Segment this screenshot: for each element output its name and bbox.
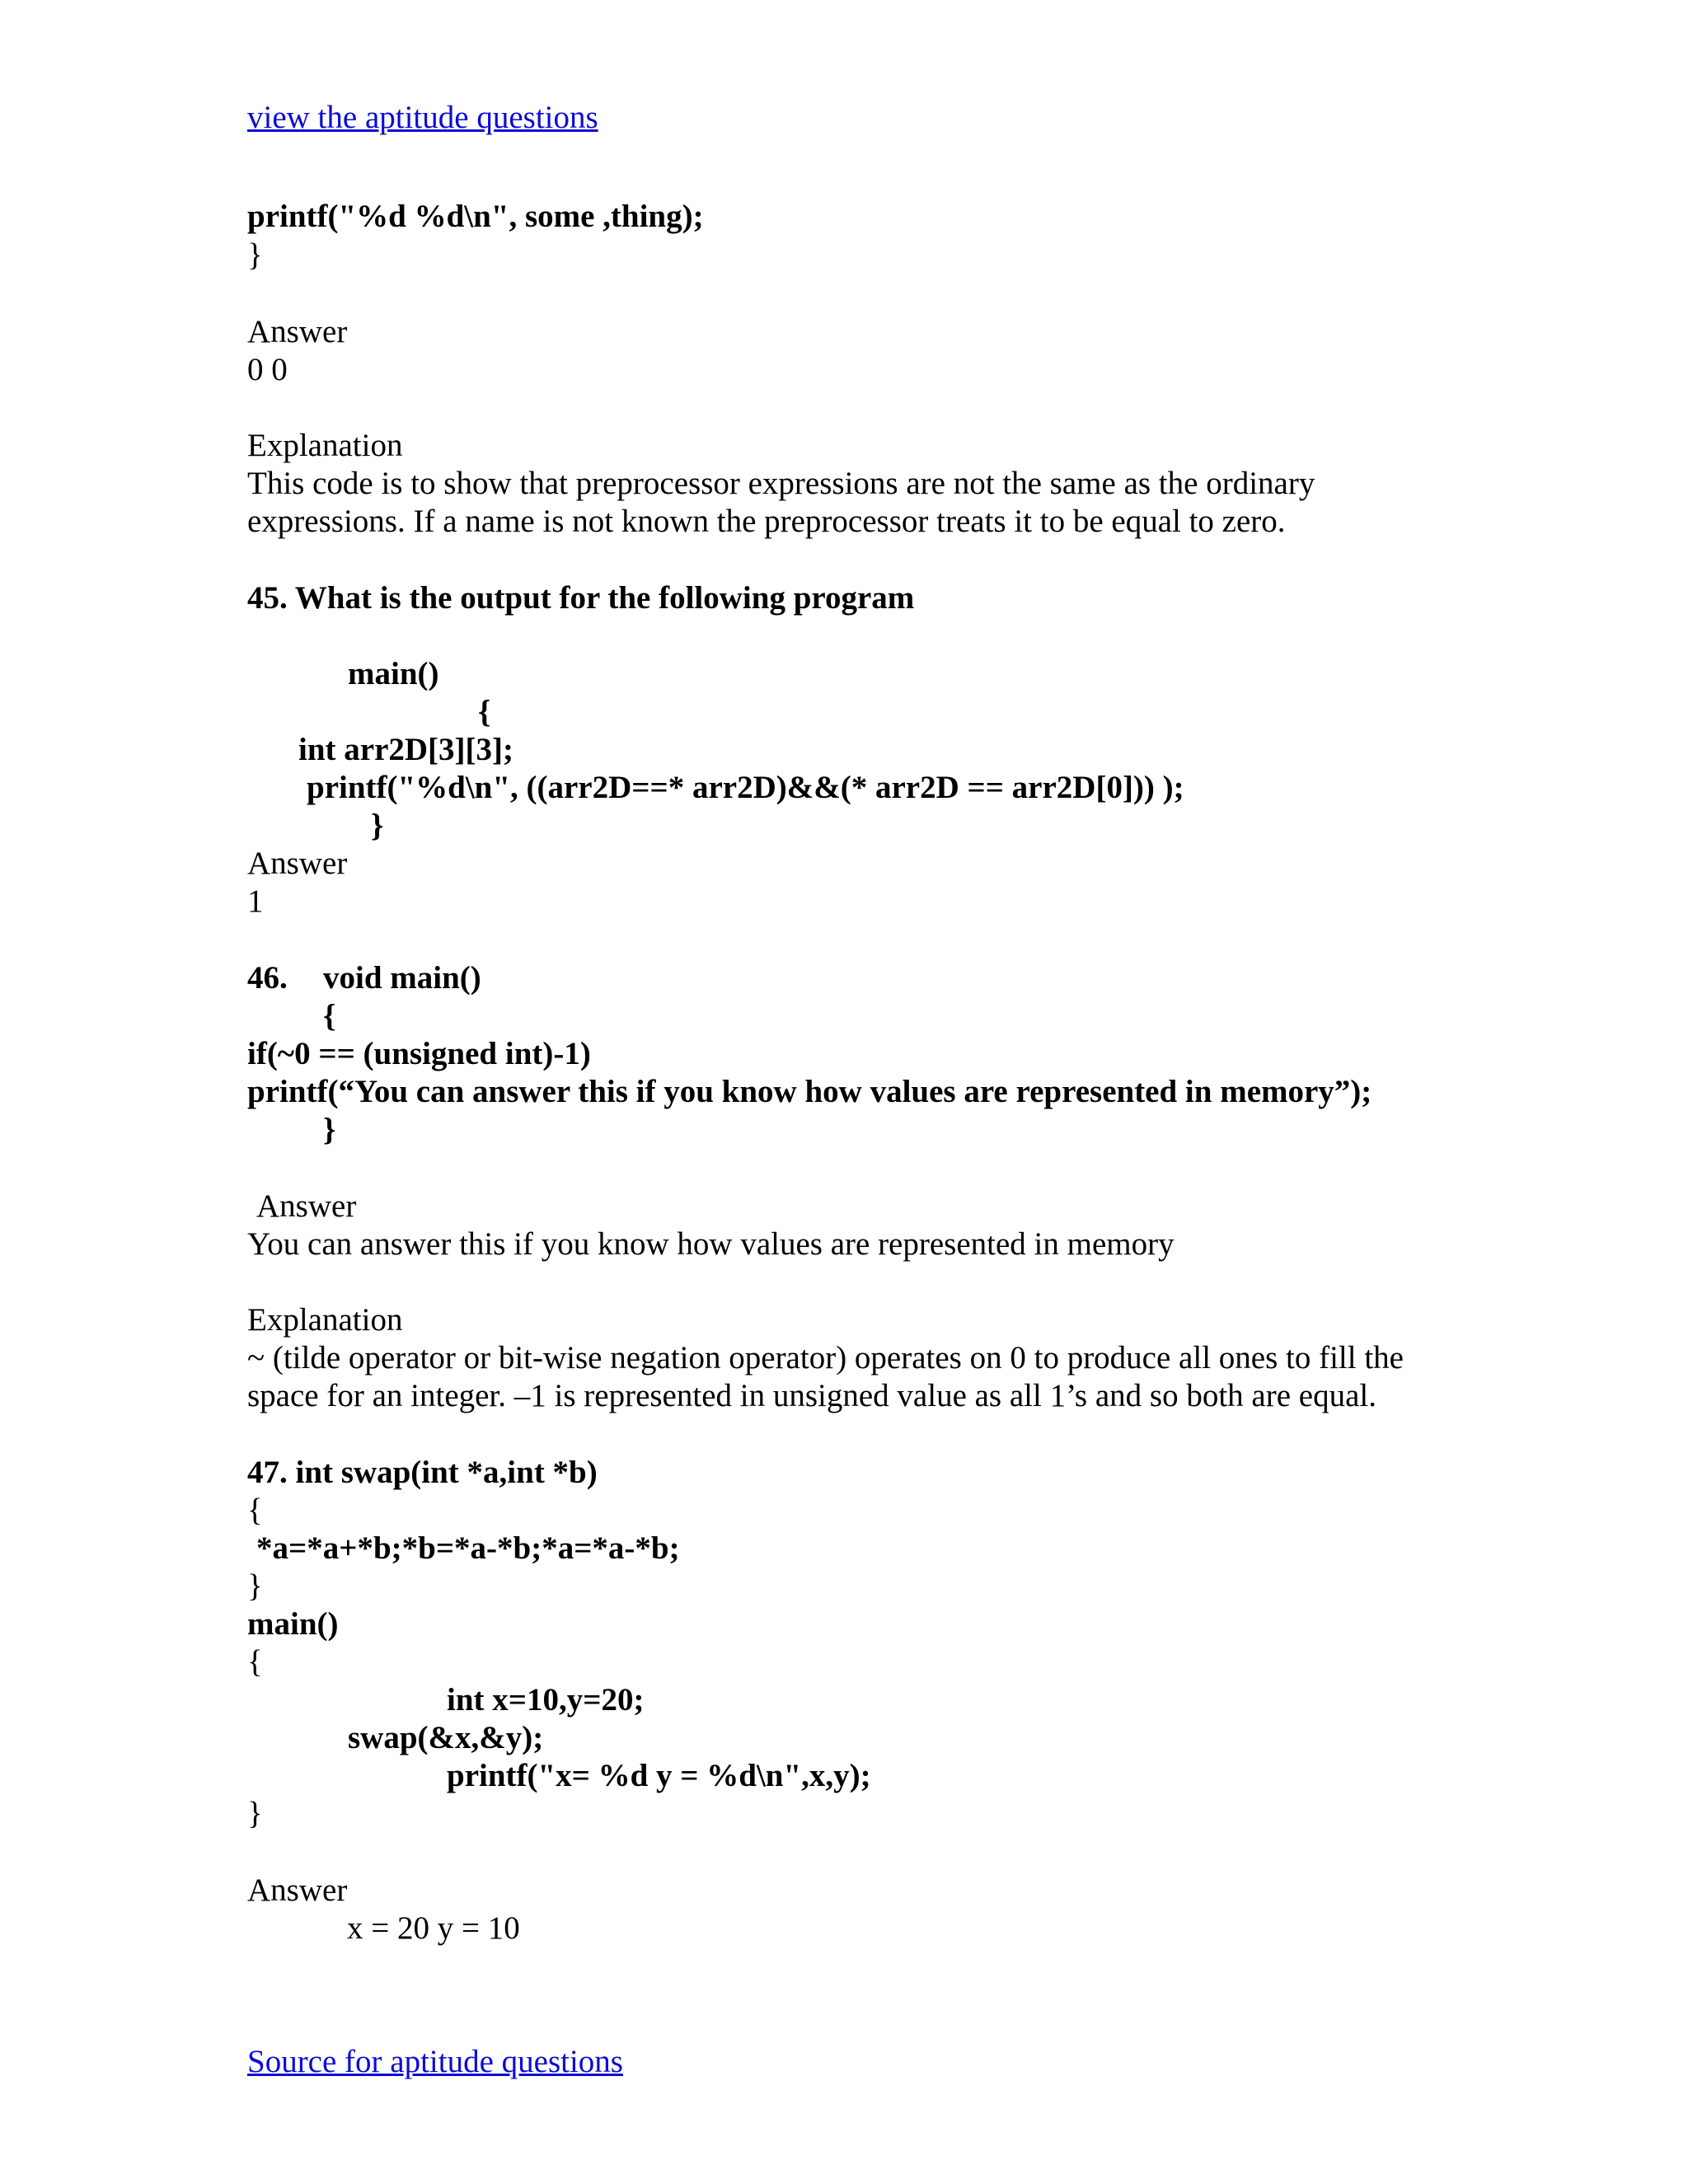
q44-code-line-2: }: [247, 237, 263, 273]
q44-explanation-line-1: This code is to show that preprocessor expressions are not the same as the ordinary: [247, 466, 1315, 501]
q47-code-line-4: }: [247, 1568, 263, 1604]
q46-code-line-1: void main(): [323, 960, 481, 996]
q47-answer-label: Answer: [247, 1872, 348, 1908]
q46-explanation-line-2: space for an integer. –1 is represented in unsigned value as all 1’s and so both are equal.: [247, 1378, 1376, 1413]
q47-code-line-8: swap(&x,&y);: [348, 1720, 544, 1755]
q44-explanation-line-2: expressions. If a name is not known the preprocessor treats it to be equal to zero.: [247, 504, 1286, 539]
q45-heading: 45. What is the output for the following program: [247, 580, 915, 616]
q46-number: 46.: [247, 960, 288, 996]
q47-code-line-1: 47. int swap(int *a,int *b): [247, 1455, 598, 1490]
q45-code-line-5: }: [371, 808, 384, 843]
q45-answer-label: Answer: [247, 846, 348, 881]
q44-code-line-1: printf("%d %d\n", some ,thing);: [247, 199, 704, 234]
q44-answer-value: 0 0: [247, 352, 288, 387]
q46-code-line-4: printf(“You can answer this if you know how values are represented in memory”);: [247, 1074, 1372, 1109]
q47-code-line-3: *a=*a+*b;*b=*a-*b;*a=*a-*b;: [256, 1530, 680, 1566]
q47-code-line-9: printf("x= %d y = %d\n",x,y);: [447, 1758, 871, 1793]
view-aptitude-questions-link[interactable]: view the aptitude questions: [247, 100, 598, 135]
q46-explanation-label: Explanation: [247, 1302, 403, 1338]
q46-code-line-3: if(~0 == (unsigned int)-1): [247, 1036, 591, 1071]
source-aptitude-questions-link[interactable]: Source for aptitude questions: [247, 2044, 623, 2079]
q46-answer-label: Answer: [256, 1188, 357, 1224]
q47-answer-value: x = 20 y = 10: [347, 1910, 520, 1946]
q46-explanation-line-1: ~ (tilde operator or bit-wise negation operator) operates on 0 to produce all ones to fill the: [247, 1340, 1404, 1376]
q45-code-line-1: main(): [348, 656, 439, 691]
q47-code-line-5: main(): [247, 1606, 339, 1642]
q45-code-line-4: printf("%d\n", ((arr2D==* arr2D)&&(* arr2D == arr2D[0])) );: [307, 770, 1184, 805]
q45-code-line-3: int arr2D[3][3];: [298, 732, 513, 767]
q47-code-line-7: int x=10,y=20;: [447, 1682, 645, 1718]
q46-code-line-5: }: [323, 1112, 336, 1147]
q45-code-line-2: {: [478, 694, 491, 729]
q46-answer-value: You can answer this if you know how values are represented in memory: [247, 1226, 1175, 1262]
q47-code-line-6: {: [247, 1644, 263, 1680]
q47-code-line-2: {: [247, 1493, 263, 1528]
q45-answer-value: 1: [247, 883, 264, 919]
q46-code-line-2: {: [323, 998, 336, 1033]
q44-answer-label: Answer: [247, 314, 348, 349]
q44-explanation-label: Explanation: [247, 428, 403, 463]
q47-code-line-10: }: [247, 1796, 263, 1831]
